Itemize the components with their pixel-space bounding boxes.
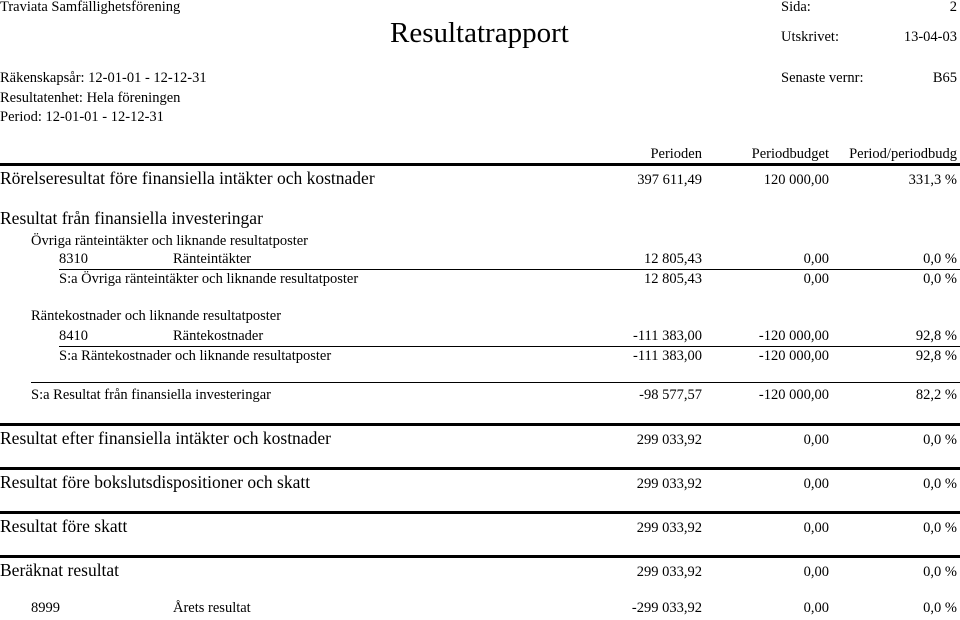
account-8410-ratio: 92,8 % [915,328,957,344]
before-tax-label: Resultat före skatt [0,516,128,536]
latest-voucher-value: B65 [932,70,957,86]
sum-interest-cost-budget: -120 000,00 [758,348,829,364]
result-rule [0,467,960,470]
page-number: 2 [949,0,957,15]
account-name-8310: Ränteintäkter [173,251,252,267]
report-title: Resultatrapport [390,17,569,49]
account-code-8999: 8999 [31,600,60,616]
account-name-8410: Räntekostnader [173,328,264,344]
account-8999-period: -299 033,92 [631,600,702,616]
calculated-result-period: 299 033,92 [636,564,702,580]
printed-date: 13-04-03 [903,29,957,45]
sum-financial-ratio: 82,2 % [915,387,957,403]
account-code-8410: 8410 [59,328,88,344]
subtotal-rule [59,346,960,347]
sum-other-income-budget: 0,00 [803,271,829,287]
operating-result-label: Rörelseresultat före finansiella intäkter och kostnader [0,168,375,188]
sum-other-income-period: 12 805,43 [644,271,702,287]
sum-other-income-ratio: 0,0 % [923,271,957,287]
calculated-result-ratio: 0,0 % [923,564,957,580]
column-header-period: Perioden [650,146,702,162]
account-8999-ratio: 0,0 % [923,600,957,616]
latest-voucher-label: Senaste vernr: [781,70,864,86]
before-appropriations-label: Resultat före bokslutsdispositioner och skatt [0,472,311,492]
before-tax-ratio: 0,0 % [923,520,957,536]
before-appropriations-budget: 0,00 [803,476,829,492]
sum-interest-cost-period: -111 383,00 [632,348,702,364]
sum-financial-period: -98 577,57 [639,387,702,403]
account-8410-budget: -120 000,00 [758,328,829,344]
result-unit: Resultatenhet: Hela föreningen [0,90,181,106]
before-appropriations-ratio: 0,0 % [923,476,957,492]
account-8999-budget: 0,00 [803,600,829,616]
other-income-group: Övriga ränteintäkter och liknande resultatposter [31,233,309,249]
after-financial-label: Resultat efter finansiella intäkter och kostnader [0,428,331,448]
result-rule [0,511,960,514]
column-header-ratio: Period/periodbudg [849,146,957,162]
page-label: Sida: [781,0,811,15]
after-financial-ratio: 0,0 % [923,432,957,448]
operating-result-period: 397 611,49 [637,172,702,188]
after-financial-budget: 0,00 [803,432,829,448]
account-code-8310: 8310 [59,251,88,267]
section-total-rule [31,382,960,383]
sum-interest-cost-label: S:a Räntekostnader och liknande resultatposter [59,348,332,364]
before-appropriations-period: 299 033,92 [636,476,702,492]
calculated-result-budget: 0,00 [803,564,829,580]
operating-result-budget: 120 000,00 [763,172,829,188]
organization-name: Traviata Samfällighetsförening [0,0,181,15]
after-financial-period: 299 033,92 [636,432,702,448]
account-8310-period: 12 805,43 [644,251,702,267]
fiscal-year: Räkenskapsår: 12-01-01 - 12-12-31 [0,70,207,86]
result-rule [0,423,960,426]
financial-section-title: Resultat från finansiella investeringar [0,208,263,228]
account-8310-budget: 0,00 [803,251,829,267]
before-tax-period: 299 033,92 [636,520,702,536]
account-8410-period: -111 383,00 [632,328,702,344]
result-rule [0,555,960,558]
report-period: Period: 12-01-01 - 12-12-31 [0,109,164,125]
subtotal-rule [59,269,960,270]
sum-other-income-label: S:a Övriga ränteintäkter och liknande resultatposter [59,271,359,287]
sum-financial-budget: -120 000,00 [758,387,829,403]
account-8310-ratio: 0,0 % [923,251,957,267]
printed-label: Utskrivet: [781,29,839,45]
sum-financial-label: S:a Resultat från finansiella investeringar [31,387,271,403]
column-header-budget: Periodbudget [751,146,829,162]
before-tax-budget: 0,00 [803,520,829,536]
interest-cost-group: Räntekostnader och liknande resultatposter [31,308,282,324]
calculated-result-label: Beräknat resultat [0,560,120,580]
operating-result-ratio: 331,3 % [908,172,957,188]
header-rule [0,163,960,166]
sum-interest-cost-ratio: 92,8 % [915,348,957,364]
account-name-8999: Årets resultat [173,600,251,616]
